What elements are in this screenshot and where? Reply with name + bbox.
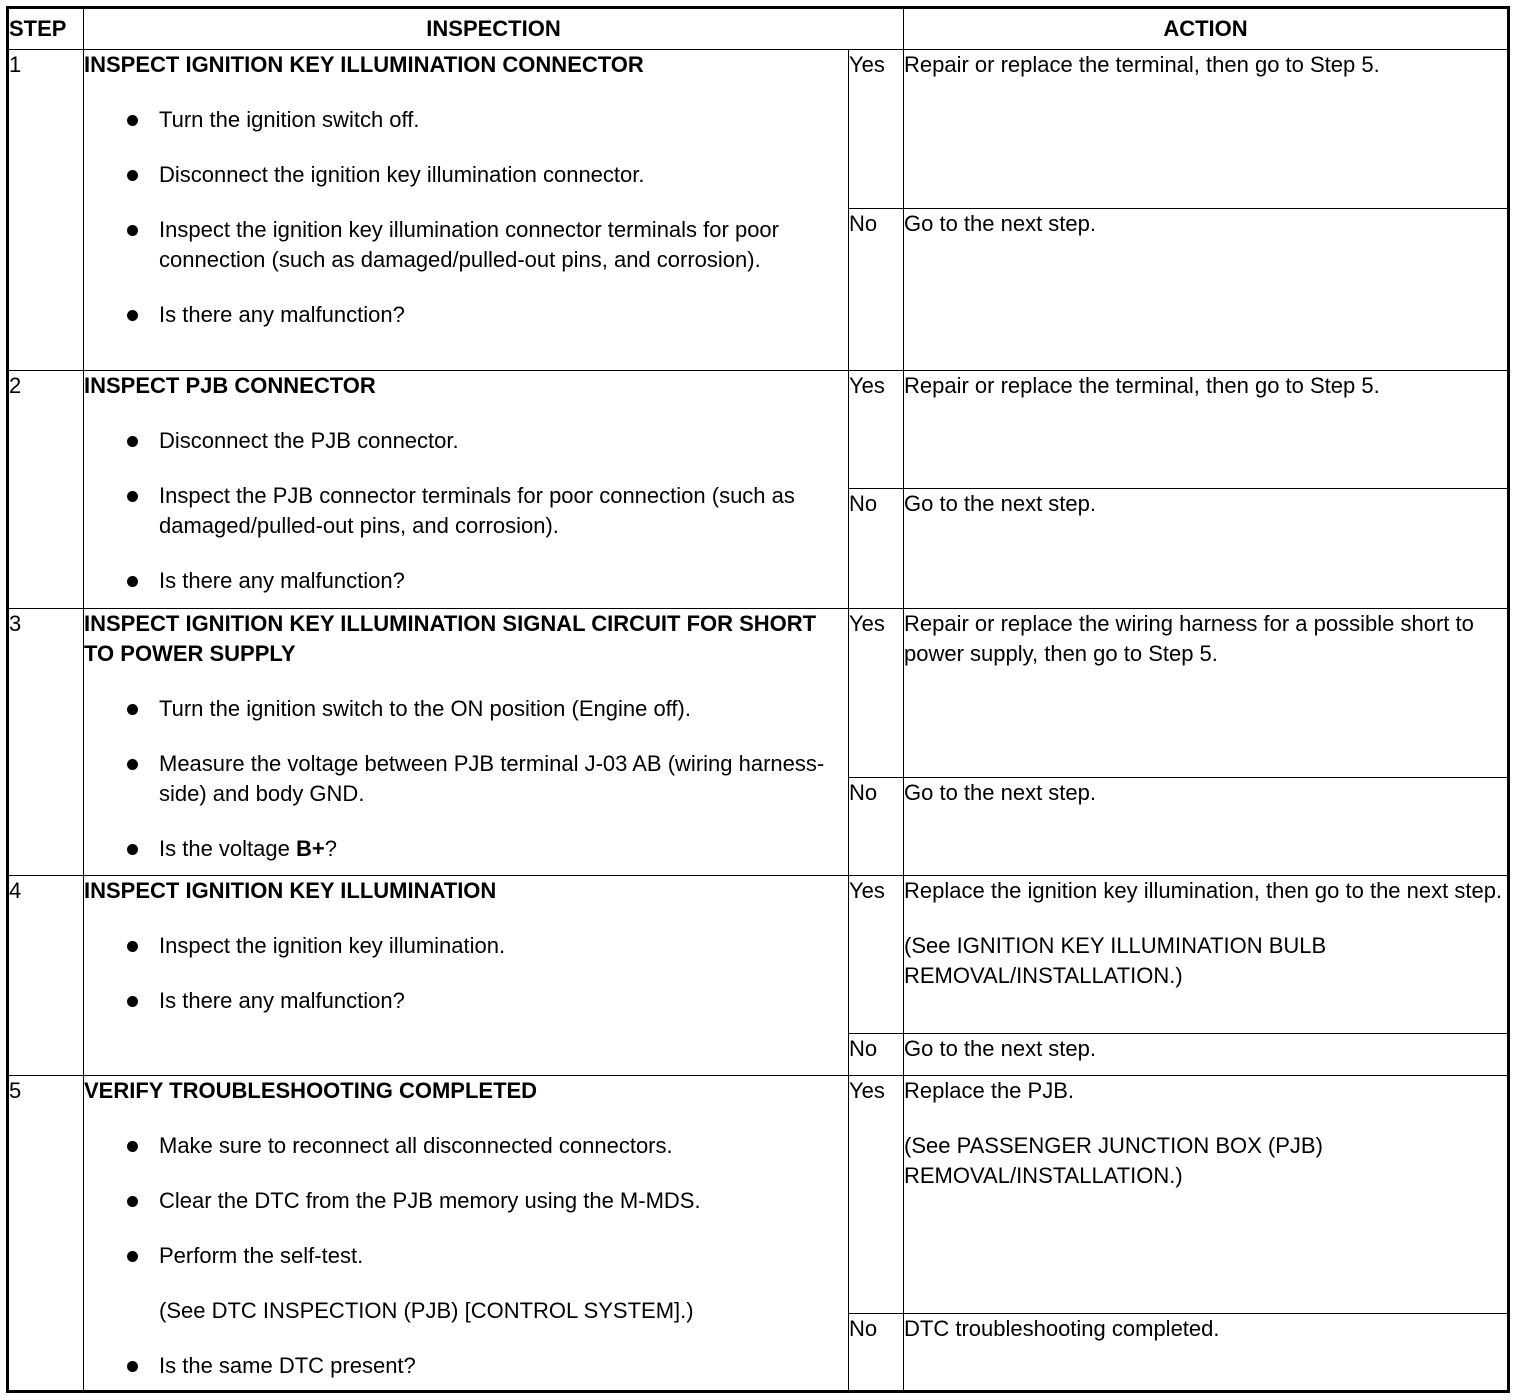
yes-label: Yes xyxy=(849,609,904,777)
yes-label: Yes xyxy=(849,875,904,1033)
step-row xyxy=(8,875,1509,1033)
bullet-list xyxy=(84,931,848,1016)
yes-action: Replace the ignition key illumination, then go to the next step. xyxy=(904,877,1503,903)
question-prefix: Is the voltage xyxy=(159,836,296,862)
yes-action: Replace the PJB. xyxy=(904,1077,1074,1103)
inspection-cell xyxy=(84,371,849,609)
no-label: No xyxy=(849,777,904,875)
bullet-item: Perform the self-test. xyxy=(84,1241,848,1271)
step-number: 5 xyxy=(8,1075,84,1391)
inspection-header: INSPECTION xyxy=(84,8,904,50)
question-suffix: ? xyxy=(324,836,337,862)
yes-reference: (See PASSENGER JUNCTION BOX (PJB) REMOVAL/INSTALLATION.) xyxy=(904,1132,1323,1188)
no-label: No xyxy=(849,1033,904,1075)
yes-action: Repair or replace the wiring harness for a possible short to power supply, then go to Step 5. xyxy=(904,609,1509,777)
bullet-list xyxy=(84,1131,848,1381)
yes-reference: (See IGNITION KEY ILLUMINATION BULB REMOVAL/INSTALLATION.) xyxy=(904,932,1327,988)
no-action: Go to the next step. xyxy=(904,777,1509,875)
yes-label: Yes xyxy=(849,50,904,209)
bullet-item: Turn the ignition switch off. xyxy=(84,105,848,135)
yes-action-cell xyxy=(904,875,1509,1033)
inspection-title: INSPECT PJB CONNECTOR xyxy=(84,373,376,399)
bullet-item: Is there any malfunction? xyxy=(84,986,848,1016)
step-row xyxy=(8,609,1509,777)
bullet-item xyxy=(84,834,848,864)
header-row xyxy=(8,8,1509,50)
troubleshooting-table xyxy=(6,6,1510,1393)
bullet-item: Is there any malfunction? xyxy=(84,566,848,596)
bullet-item: Is the same DTC present? xyxy=(84,1351,848,1381)
inspection-cell xyxy=(84,875,849,1075)
inspection-title: VERIFY TROUBLESHOOTING COMPLETED xyxy=(84,1077,538,1103)
bullet-item: Inspect the PJB connector terminals for poor connection (such as damaged/pulled-out pins, and corrosion). xyxy=(84,481,848,541)
bullet-item: Measure the voltage between PJB terminal J-03 AB (wiring harness-side) and body GND. xyxy=(84,749,848,809)
step-header: STEP xyxy=(8,8,84,50)
no-label: No xyxy=(849,209,904,371)
bullet-list xyxy=(84,426,848,596)
inspection-cell xyxy=(84,50,849,371)
no-action: Go to the next step. xyxy=(904,209,1509,371)
step-number: 3 xyxy=(8,609,84,875)
yes-action: Repair or replace the terminal, then go to Step 5. xyxy=(904,50,1509,209)
bullet-item: Inspect the ignition key illumination. xyxy=(84,931,848,961)
inspection-cell xyxy=(84,1075,849,1391)
bullet-list xyxy=(84,694,848,864)
step-number: 4 xyxy=(8,875,84,1075)
bullet-item: Disconnect the ignition key illumination connector. xyxy=(84,160,848,190)
bullet-item: Inspect the ignition key illumination connector terminals for poor connection (such as damaged/pulled-out pins, and corrosion). xyxy=(84,215,848,275)
step-row xyxy=(8,1075,1509,1313)
yes-label: Yes xyxy=(849,371,904,489)
bullet-item: Turn the ignition switch to the ON position (Engine off). xyxy=(84,694,848,724)
inspection-title: INSPECT IGNITION KEY ILLUMINATION xyxy=(84,877,497,903)
step-number: 1 xyxy=(8,50,84,371)
step-number: 2 xyxy=(8,371,84,609)
no-action: Go to the next step. xyxy=(904,1033,1509,1075)
action-header: ACTION xyxy=(904,8,1509,50)
yes-action-cell xyxy=(904,1075,1509,1313)
no-label: No xyxy=(849,1313,904,1391)
no-action: Go to the next step. xyxy=(904,489,1509,609)
bullet-item: Clear the DTC from the PJB memory using the M-MDS. xyxy=(84,1186,848,1216)
bullet-list xyxy=(84,105,848,330)
inspection-title: INSPECT IGNITION KEY ILLUMINATION CONNECTOR xyxy=(84,52,644,78)
bullet-item: Disconnect the PJB connector. xyxy=(84,426,848,456)
inspection-title: INSPECT IGNITION KEY ILLUMINATION SIGNAL CIRCUIT FOR SHORT TO POWER SUPPLY xyxy=(84,611,817,667)
bullet-item: Is there any malfunction? xyxy=(84,300,848,330)
no-label: No xyxy=(849,489,904,609)
inspection-cell xyxy=(84,609,849,875)
step-row xyxy=(8,371,1509,489)
no-action: DTC troubleshooting completed. xyxy=(904,1313,1509,1391)
yes-label: Yes xyxy=(849,1075,904,1313)
bullet-item: Make sure to reconnect all disconnected connectors. xyxy=(84,1131,848,1161)
question-value: B+ xyxy=(295,836,325,862)
yes-action: Repair or replace the terminal, then go to Step 5. xyxy=(904,371,1509,489)
reference-note: (See DTC INSPECTION (PJB) [CONTROL SYSTEM].) xyxy=(159,1297,694,1323)
step-row xyxy=(8,50,1509,209)
